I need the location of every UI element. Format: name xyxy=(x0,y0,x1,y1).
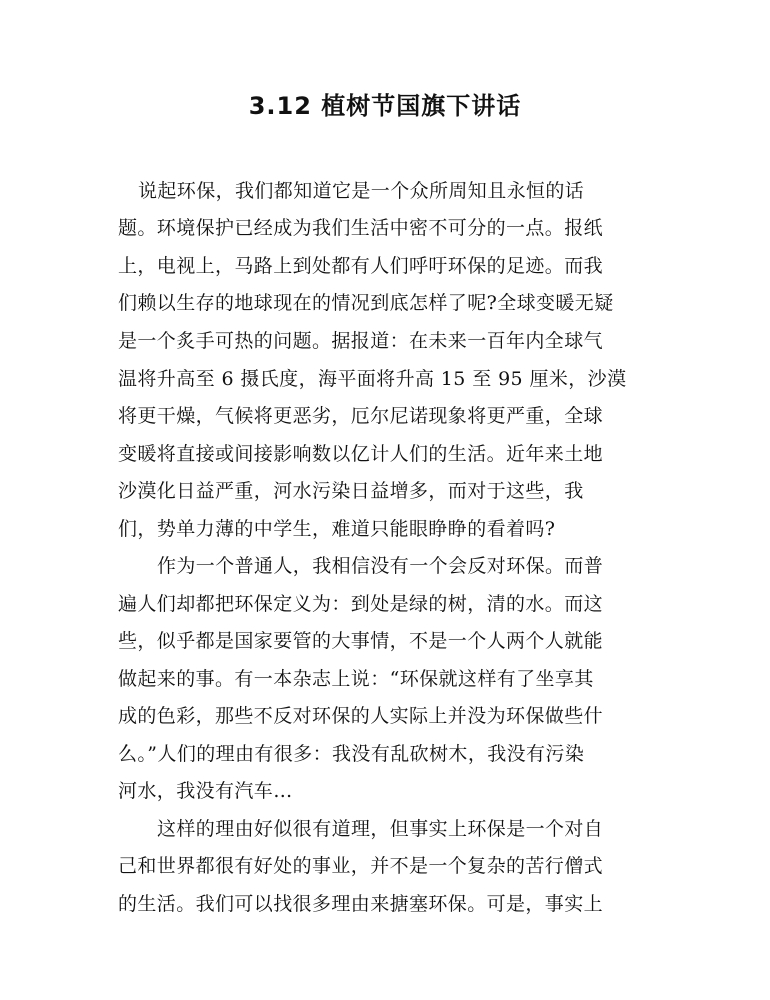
text-line: 这样的理由好似很有道理，但事实上环保是一个对自 xyxy=(157,818,604,840)
text-line: 将更干燥，气候将更恶劣，厄尔尼诺现象将更严重，全球 xyxy=(118,405,604,427)
text-line: 的生活。我们可以找很多理由来搪塞环保。可是，事实上 xyxy=(118,893,604,915)
text-line: 己和世界都很有好处的事业，并不是一个复杂的苦行僧式 xyxy=(118,855,604,877)
text-line: 作为一个普通人，我相信没有一个会反对环保。而普 xyxy=(157,555,604,577)
text-line: 们，势单力薄的中学生，难道只能眼睁睁的看着吗? xyxy=(118,518,556,540)
text-line: 遍人们却都把环保定义为：到处是绿的树，清的水。而这 xyxy=(118,593,604,615)
text-line: 上，电视上，马路上到处都有人们呼吁环保的足迹。而我 xyxy=(118,255,604,277)
document-title: 3.12 植树节国旗下讲话 xyxy=(248,92,522,120)
text-line: 做起来的事。有一本杂志上说：“环保就这样有了坐享其 xyxy=(118,668,594,690)
text-line: 么。”人们的理由有很多：我没有乱砍树木，我没有污染 xyxy=(118,743,585,765)
text-line: 题。环境保护已经成为我们生活中密不可分的一点。报纸 xyxy=(118,217,604,239)
text-line: 说起环保，我们都知道它是一个众所周知且永恒的话 xyxy=(138,180,585,202)
text-line: 沙漠化日益严重，河水污染日益增多，而对于这些，我 xyxy=(118,480,584,502)
text-line: 变暖将直接或间接影响数以亿计人们的生活。近年来土地 xyxy=(118,443,604,465)
text-line: 是一个炙手可热的问题。据报道：在未来一百年内全球气 xyxy=(118,330,604,352)
text-line: 温将升高至 6 摄氏度，海平面将升高 15 至 95 厘米，沙漠 xyxy=(118,368,627,390)
text-line: 河水，我没有汽车… xyxy=(118,780,293,802)
text-line: 成的色彩，那些不反对环保的人实际上并没为环保做些什 xyxy=(118,705,604,727)
text-line: 们赖以生存的地球现在的情况到底怎样了呢?全球变暖无疑 xyxy=(118,292,614,314)
text-line: 些，似乎都是国家要管的大事情，不是一个人两个人就能 xyxy=(118,630,604,652)
